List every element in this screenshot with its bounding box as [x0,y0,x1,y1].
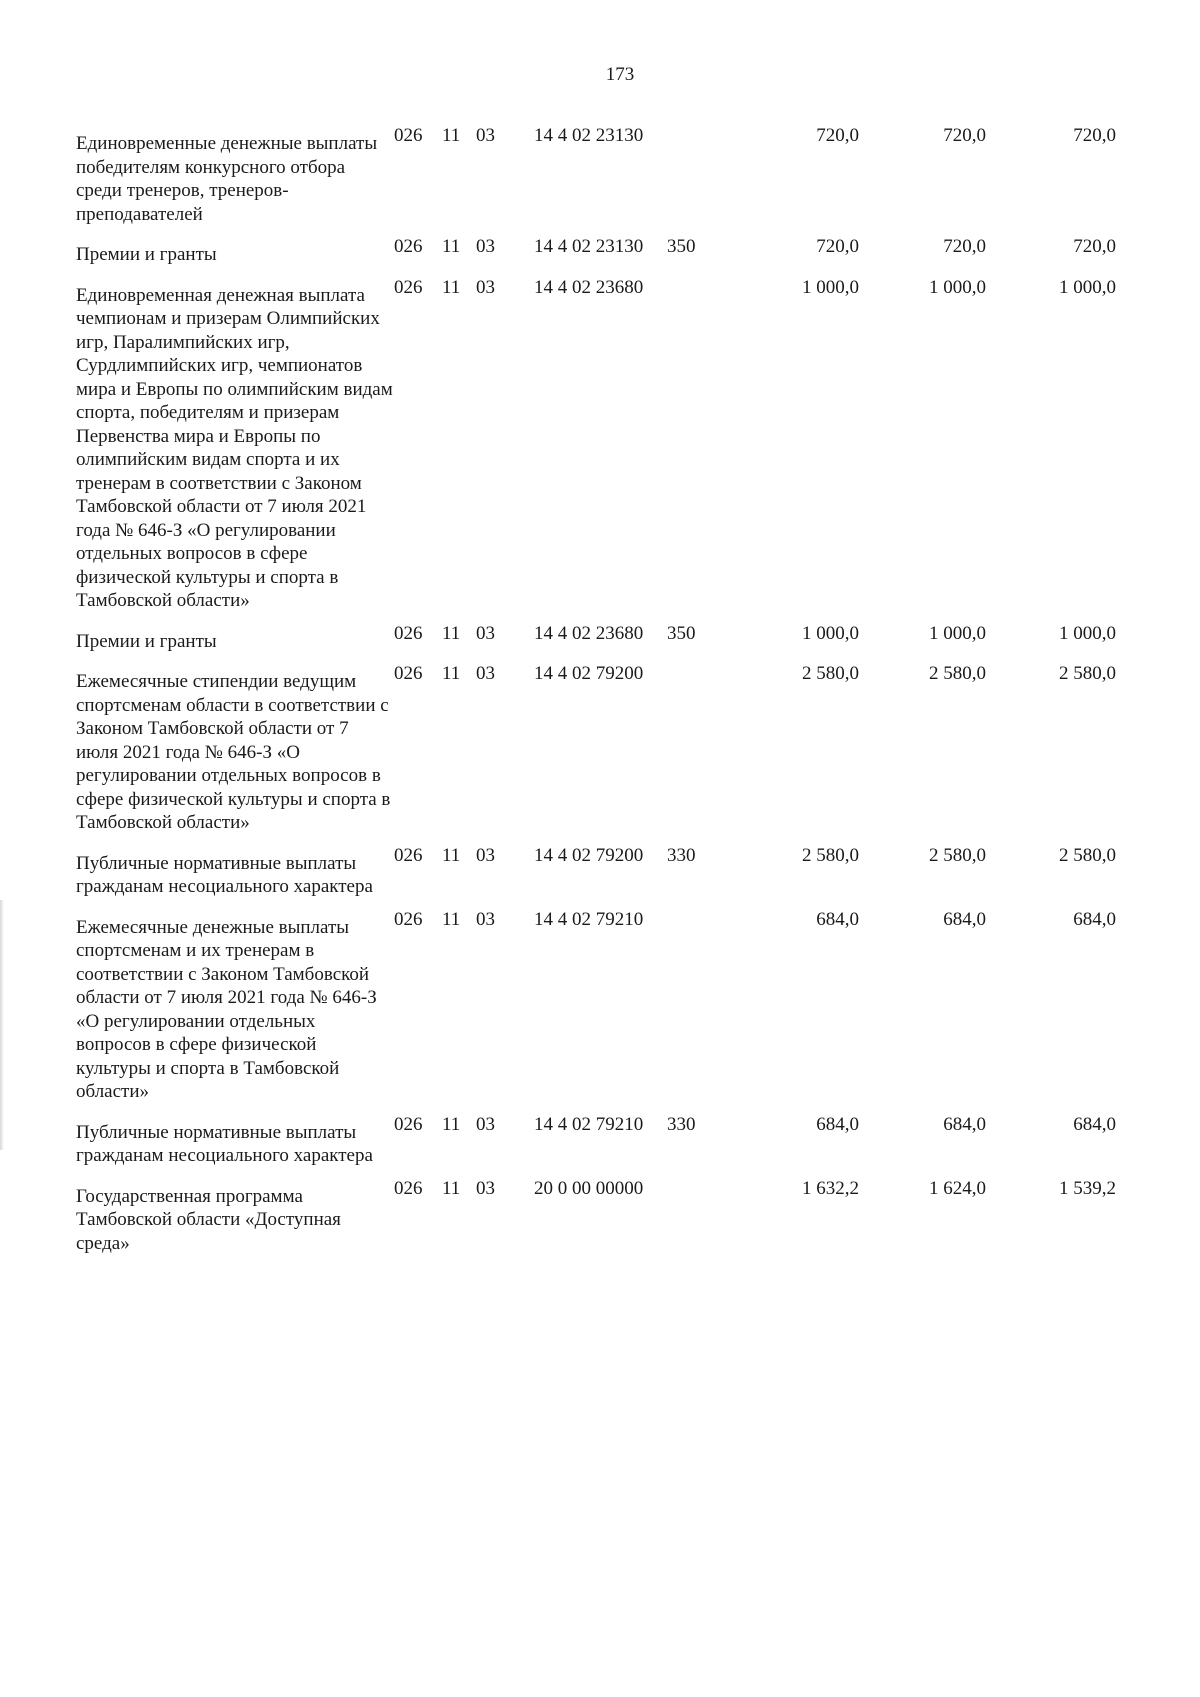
section-code: 11 [442,125,461,146]
table-row [76,844,1156,899]
amount-year-2: 1 624,0 [929,1177,986,1199]
target-article-code: 14 4 02 23130 [534,236,644,257]
section-code: 11 [442,622,461,644]
target-article-code: 14 4 02 79210 [534,1113,644,1135]
amount-year-3: 1 539,2 [1059,1177,1116,1199]
amount-year-3: 684,0 [1073,908,1116,930]
section-code: 11 [442,663,461,684]
ministry-code: 026 [394,236,423,257]
section-code: 11 [442,1177,461,1199]
amount-year-3: 684,0 [1073,1113,1116,1135]
section-code: 11 [442,276,461,298]
row-description: Премии и гранты [76,630,217,652]
table-row [76,908,1156,1104]
page-number: 173 [605,64,635,85]
section-code: 11 [442,236,461,257]
scan-edge-shadow [0,900,4,1150]
row-description: Ежемесячные стипендии ведущим спортсменам области в соответствии с Законом Тамбовской области от 7 июля 2021 года № 646-З «О регулировании отдельных вопросов в сфере физической культуры и спорта в Тамбовской области» [76,671,391,833]
expense-type-code: 330 [667,844,696,866]
table-row [76,1113,1156,1168]
subsection-code: 03 [476,844,495,866]
amount-year-3: 720,0 [1073,125,1116,146]
target-article-code: 14 4 02 23680 [534,622,644,644]
ministry-code: 026 [394,663,423,684]
amount-year-3: 2 580,0 [1059,844,1116,866]
row-description: Ежемесячные денежные выплаты спортсменам и их тренерам в соответствии с Законом Тамбовской области от 7 июля 2021 года № 646-З «О регулировании отдельных вопросов в сфере физической культуры и спорта в Тамбовской области» [76,916,377,1102]
ministry-code: 026 [394,622,423,644]
subsection-code: 03 [476,236,495,257]
expense-type-code: 350 [667,622,696,644]
amount-year-1: 1 000,0 [802,622,859,644]
amount-year-1: 1 632,2 [802,1177,859,1199]
amount-year-3: 720,0 [1073,236,1116,257]
amount-year-3: 1 000,0 [1059,622,1116,644]
amount-year-1: 1 000,0 [802,276,859,298]
amount-year-1: 684,0 [816,1113,859,1135]
target-article-code: 14 4 02 23130 [534,125,644,146]
ministry-code: 026 [394,125,423,146]
amount-year-2: 1 000,0 [929,276,986,298]
target-article-code: 14 4 02 79200 [534,663,644,684]
row-description: Единовременные денежные выплаты победителям конкурсного отбора среди тренеров, тренеров-преподавателей [76,133,378,225]
subsection-code: 03 [476,1177,495,1199]
amount-year-1: 2 580,0 [802,844,859,866]
table-row [76,276,1156,613]
subsection-code: 03 [476,1113,495,1135]
budget-table [76,124,1156,1264]
amount-year-2: 684,0 [943,908,986,930]
table-row [76,124,1156,226]
table-row [76,235,1156,267]
ministry-code: 026 [394,844,423,866]
section-code: 11 [442,908,461,930]
expense-type-code: 350 [667,236,696,257]
row-description: Публичные нормативные выплаты гражданам несоциального характера [76,1121,373,1166]
table-row [76,662,1156,835]
amount-year-2: 720,0 [943,236,986,257]
amount-year-2: 2 580,0 [929,663,986,684]
subsection-code: 03 [476,622,495,644]
target-article-code: 14 4 02 79200 [534,844,644,866]
row-description: Премии и гранты [76,244,217,265]
amount-year-2: 720,0 [943,125,986,146]
amount-year-3: 2 580,0 [1059,663,1116,684]
ministry-code: 026 [394,276,423,298]
amount-year-1: 720,0 [816,125,859,146]
ministry-code: 026 [394,1113,423,1135]
amount-year-2: 684,0 [943,1113,986,1135]
subsection-code: 03 [476,908,495,930]
row-description: Публичные нормативные выплаты гражданам несоциального характера [76,852,373,897]
amount-year-1: 684,0 [816,908,859,930]
section-code: 11 [442,844,461,866]
expense-type-code: 330 [667,1113,696,1135]
amount-year-2: 2 580,0 [929,844,986,866]
row-description: Государственная программа Тамбовской области «Доступная среда» [76,1185,341,1254]
amount-year-1: 720,0 [816,236,859,257]
amount-year-1: 2 580,0 [802,663,859,684]
table-row [76,1177,1156,1256]
subsection-code: 03 [476,663,495,684]
amount-year-3: 1 000,0 [1059,276,1116,298]
target-article-code: 20 0 00 00000 [534,1177,644,1199]
subsection-code: 03 [476,125,495,146]
ministry-code: 026 [394,1177,423,1199]
target-article-code: 14 4 02 79210 [534,908,644,930]
section-code: 11 [442,1113,461,1135]
amount-year-2: 1 000,0 [929,622,986,644]
table-row [76,622,1156,654]
ministry-code: 026 [394,908,423,930]
subsection-code: 03 [476,276,495,298]
target-article-code: 14 4 02 23680 [534,276,644,298]
row-description: Единовременная денежная выплата чемпионам и призерам Олимпийских игр, Паралимпийских игр, Сурдлимпийских игр, чемпионатов мира и Европы по олимпийским видам спорта, победителям и призерам Первенства мира и Европы по олимпийским видам спорта и их тренерам в соответствии с Законом Тамбовской области от 7 июля 2021 года № 646-З «О регулировании отдельных вопросов в сфере физической культуры и спорта в Тамбовской области» [76,284,393,611]
